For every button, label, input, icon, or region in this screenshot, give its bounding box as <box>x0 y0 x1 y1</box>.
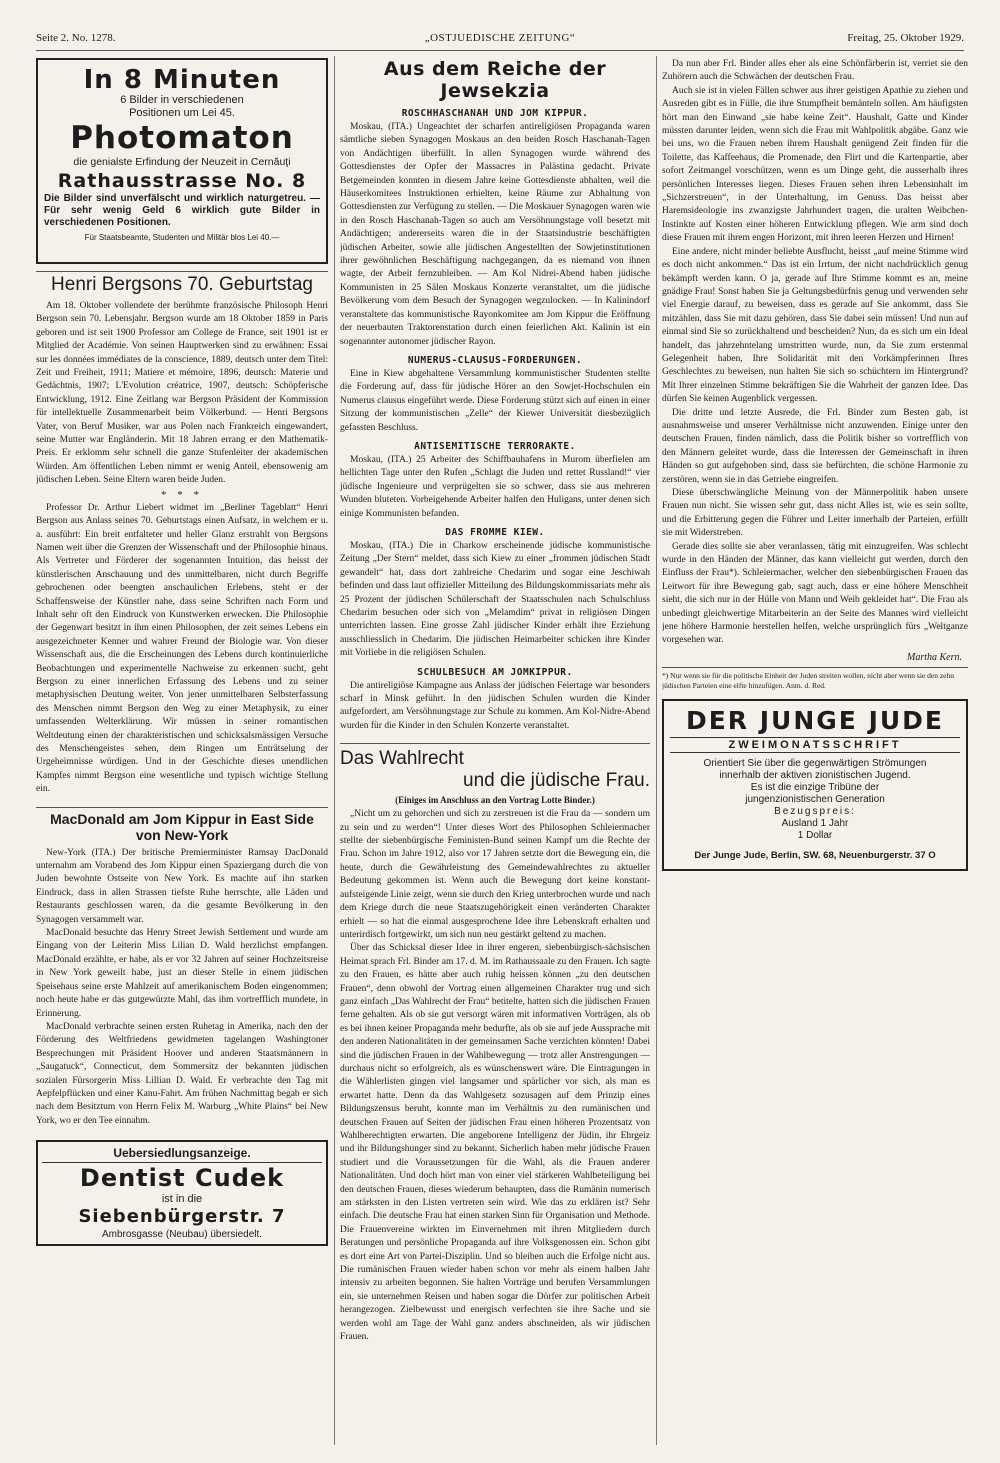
page-number: Seite 2. No. 1278. <box>36 32 116 44</box>
article-paragraph: Moskau, (ITA.) Ungeachtet der scharfen antireligiösen Propaganda waren sämtliche sieben Synagogen Moskaus an den beiden Rosch Haschanah-Tagen von Andächtigen überfüllt. In allen Synagogen wurde während des Gottesdienstes der Opfer der Massacres in Palästina gedacht. Private Betgemeinden konnten in diesem Jahre keine Gottesdienste abhalten, weil die Häuserkomitees Instruktionen erhielten, keine Räume zur Abhaltung von Gottesdiensten zur Verfügung zu stellen. — Die Moskauer Synagogen waren wie in den Rosch Haschanah-Tagen so auch am Versöhnungstage voll besetzt mit Andächtigen; andererseits waren die in der Staatsindustrie beschäftigten jüdischen Arbeiter, sowie alle jüdischen Angestellten der Sowjetinstitutionen ihrer gewöhnlichen Beschäftigung nachgegangen, da es niemand von ihnen wagte, der Arbeit fernzubleiben. — Am Kol Nidrei-Abend haben jüdische Kommunisten in 25 Sälen Moskaus Konzerte veranstaltet, um die jüdische Bevölkerung vom dem Besuch der Synagogen wegzulocken. — In Kalinindorf veranstaltete das kommunistische Rayonkomitee am Jom Kippur die Eröffnung der neuerbauten Traktorenstation durch einen feierlichen Akt. Kalinin ist ein sogenannter autonomer jüdischer Rayon. <box>340 122 650 347</box>
article-paragraph: Eine in Kiew abgehaltene Versammlung kommunistischer Studenten stellte die Forderung auf, dass für jüdische Hörer an den Sowjet-Hochschulen ein Numerus clausus eingeführt werde. Diese Forderung stützt sich auf einen in einer Sitzung der kommunistischen „Zelle“ der Kiewer Universität diesbezüglich gefassten Beschluss. <box>340 368 650 433</box>
ad-street: Siebenbürgerstr. 7 <box>78 1206 286 1228</box>
newspaper-title: „OSTJUEDISCHE ZEITUNG“ <box>424 32 576 44</box>
ad-line: Positionen um Lei 45. <box>129 107 235 119</box>
article-paragraph: Die antireligiöse Kampagne aus Anlass der jüdischen Feiertage war besonders scharf in Minsk geführt. In den jüdischen Schulen wurden die Kinder aufgefordert, am Versöhnungstage zur Schule zu kommen. Am Kol-Nidre-Abend wurden für die Kinder in den Schulen Konzerte veranstaltet. <box>340 680 650 731</box>
wahlrecht-heading <box>340 743 650 805</box>
wahlrecht-paragraph: Auch sie ist in vielen Fällen schwer aus ihrer geistigen Apathie zu ziehen und Ausreden gibt es in Fülle, die ihre Stumpfheit bemänteln sollen. Am häufigsten hört man den Einwand „sie habe keine Zeit“. Haushalt, Gatte und Kinder müssten darunter leiden, wenn sich die Frau mit Wahlpolitik abgäbe. Ganz wie bei uns, wo die Frauen neben ihrem Haushalt genügend Zeit finden für die Toilette, das Kaffeehaus, die Promenade, den Flirt und die Kartenpartie, aber sofort Zeitmangel vorschützen, wenn es um Dinge geht, die ausserhalb ihres persönlichen Interesses liegen. Dieses Frauen sehen ihren Lebensinhalt im „Sichzerstreuen“, in der Unterhaltung, im Genuss. Das heisst aber Haremsideologie ins zwanzigste Jahrhundert tragen, die uralten Weibchen-Instinkte auf Kosten einer höheren Entwicklung pflegen. Wie arm sind doch diese Frauen mit ihrem engen Horizont, mit ihren leeren Herzen und Hirnen! <box>662 85 968 244</box>
footnote: *) Nur wenn sie für die politische Einheit der Juden streiten wollen, nicht aber wenn sie den zehn jüdischen Parteien eine elfte hinzufügen. Anm. d. Red. <box>662 667 968 691</box>
column-rule <box>334 56 335 1445</box>
dentist-ad <box>36 1140 328 1246</box>
wahlrecht-paragraph: Über das Schicksal dieser Idee in ihrer engeren, siebenbürgisch-sächsischen Heimat sprach Frl. Binder am 17. d. M. im Rathaussaale zu den Frauen. Ich sagte zu den Frauen, es hätte aber auch ruhig heissen können „zu den deutschen Frauen“, denn obwohl der Vortrag einen allgemeinen Charakter trug und sich ganz einfach „Das Wahlrecht der Frau“ betitelte, hatten sich die jüdischen Frauen ferne gehalten. Als ob sie gut versorgt wären mit informativen Vorträgen, als ob es bei ihnen keiner Propaganda mehr bedurfte, als ob sie auf jede Aussprache mit den anderen Nationalitäten in der gemeinsamen Sache verzichten könnten! Dabei sind die jüdischen Frauen in der Wahlbewegung — trotz aller Anstrengungen — durchaus nicht so erfolgreich, als es wünschenswert wäre. Die Eintragungen in die Wählerlisten gingen viel langsamer und spärlicher vor sich, als man es erwartet hatte. Denn da das Wahlgesetz sozusagen auf dem Prinzip eines Bildungszensus beruht, konnte man im Verhältnis zu den rumänischen und deutschen Frauen auf Seiten der jüdischen Frau einen höheren Prozentsatz von Wahlberechtigten erwarten. Die angeborene Intelligenz der Jüdin, ihr Ehrgeiz und ihr Bildungshunger sind zu bekannt. Sicherlich haben mehr jüdische Frauen studiert und die Voraussetzungen für die Wahl, als die Frauen anderer Nationalitäten. Und doch hört man von einer viel stärkeren Wahlbeteiligung bei den deutschen Frauen, dieses wiederum behaupten, dass die Rumänin numerisch am stärksten in den Listen vertreten sein wird. Wie das zu erklären ist? Sehr einfach. Die deutsche Frau hat einen starken Sinn für Organisation und Methode. Die Frauenvereine wirkten im Einvernehmen mit ihren Mitgliedern durch Beratungen und persönliche Propaganda auf ihre Volksgenossen ein. Schon gibt es dort eine Art von Partei-Disziplin. Und so bleiben auch die Erfolge nicht aus. Die rumänischen Frauen wieder haben schon vor mehr als einem halben Jahr intensiv zu arbeiten begonnen. Sie halten Vorträge und berufen Versammlungen ein, sie unternehmen Reisen und haben sogar die Dörfer zur politischen Arbeit herangezogen. Zielbewusst und energisch verfechten sie ihre Sache und sie werden wohl am Tage der Wahl ganz anders abschneiden, als wir jüdischen Frauen. <box>340 943 650 1343</box>
bergson-paragraph: Am 18. Oktober vollendete der berühmte französische Philosoph Henri Bergson sein 70. Lebensjahr. Bergson wurde am 18 Oktober 1859 in Paris geboren und ist seit 1900 Professor am College de France, seit 1901 ist er Mitglied der Académie. Von seinen Hauptwerken sind zu erwähnen: Essai sur les données immédiates de la conscience, 1889, deutsch unter dem Titel: Zeit und Freiheit, 1911; Matiere et mémoire, 1896, deutsch: Materie und Gedächtnis, 1907; L'Evolution créatrice, 1907, deutsch: Schöpferische Entwicklung, 1912. Eine Zeitlang war Bergson Präsident der Kommission für intellektuelle Zusammenarbeit beim Völkerbund. — Henri Bergsons Vater, von Beruf Musiker, war aus Polen nach Frankreich eingewandert, seine Mutter war Engländerin. Mit 18 Jahren errang er den Mathematik-Preis. Er erklomm sehr schnell die ganze Stufenleiter der akademischen Würden. Am öffentlichen Leben nimmt er wenig Anteil, ebensowenig am jüdischen Leben. Seine Eltern waren beide Juden. <box>36 301 328 486</box>
subheading: ROSCHHASCHANAH UND JOM KIPPUR. <box>401 108 589 119</box>
wahlrecht-paragraph: Die dritte und letzte Ausrede, die Frl. Binder zum Besten gab, ist ausnahmsweise und unserer Verhältnisse nicht anzuwenden. Einige unter den deutschen Frauen, finden nämlich, dass die Politik bisher so vortrefflich von den Männern geleitet wurde, dass die Interessen der Gemeinschaft in ihren Händen so gut aufgehoben sind, dass sie befürchten, die schöne Harmonie zu zerstören, wenn sie in das Getriebe eingreifen. <box>662 407 968 485</box>
column-left <box>36 58 328 1445</box>
macdonald-paragraph: MacDonald verbrachte seinen ersten Ruhetag in Amerika, nach den der Förderung des Weltfriedens gewidmeten tagelangen Washingtoner Besprechungen mit Präsident Hoover und anderen Staatsmännern in „Saugatuck“, Connecticut, dem Sommersitz der bekannten jüdischen sozialen Fürsorgerin Miss Lillian D. Wald. Er verbrachte den Tag mit Aepfelpflücken und einer Kanu-Fahrt. Am frühen Nachmittag begab er sich nach dem Besitztum von Herrn Felix M. Warburg „White Plains“ bei New York, wo er den Tee einnahm. <box>36 1021 328 1126</box>
subheading: NUMERUS-CLAUSUS-FORDERUNGEN. <box>407 354 583 366</box>
ad-price-amount: 1 Dollar <box>797 829 833 841</box>
ad-tagline: die genialste Erfindung der Neuzeit in Cernăuţi <box>73 156 291 168</box>
article-paragraph: Moskau, (ITA.) 25 Arbeiter des Schiffbauhafens in Murom überfielen am hellichten Tage unter den Rufen „Schlagt die Juden und rettet Russland!“ vier jüdische Ingenieure und verprügelten sie so schwer, dass sie aus mehreren Wunden bluteten. Vorbeigehende Arbeiter halfen den Huligans, unter denen sich einige Kommunisten befanden. <box>340 454 650 519</box>
column-rule <box>656 56 657 1445</box>
ad-line: jungenzionistischen Generation <box>745 793 885 805</box>
ad-line: Orientiert Sie über die gegenwärtigen Strömungen <box>703 757 927 769</box>
ad-line: Es ist die einzige Tribüne der <box>750 781 880 793</box>
ad-top: Uebersiedlungsanzeige. <box>42 1146 322 1163</box>
ad-headline: In 8 Minuten <box>83 65 281 95</box>
wahlrecht-paragraph: Eine andere, nicht minder beliebte Ausflucht, heisst „auf meine Stimme wird es doch nicht ankommen.“ Das ist ein Irrtum, der nicht nachdrücklich genug bekämpft werden kann. O ja, gerade auf Ihre Stimme kommt es an, meine gnädige Frau! Sonst haben Sie ja Geltungsbedürfnis genug und verwenden sehr viel Energie darauf, zu beweisen, dass es gerade auf Sie ankommt, dass Sie mitzählen, dass Sie mit dazu gehören, dass Sie dabei sein müssen! Und nun auf einmal sind Sie so zurückhaltend und bescheiden? Nun, da es sich um ein Ideal handelt, das jahrzehntelang umstritten wurde, nun, da Sie zum erstenmal Gelegenheit haben, Ihre Solidarität mit den Vorkämpferinnen Ihres Geschlechtes zu beweisen, nun halten Sie sich so schüchtern im Hintergrund? Mit Ihrer einzelnen Stimme bekräftigen Sie die Wahrheit der ganzen Idee. Das dürfen Sie keinen Augenblick vergessen. <box>662 246 968 405</box>
bergson-title: Henri Bergsons 70. Geburtstag <box>36 271 328 296</box>
section-divider: * * * <box>161 488 203 501</box>
subheading: ANTISEMITISCHE TERRORAKTE. <box>414 440 576 452</box>
wahlrecht-title-line1: Das Wahlrecht <box>340 748 464 770</box>
subheading: DAS FROMME KIEW. <box>445 526 545 538</box>
author-signature: Martha Kern. <box>907 651 962 663</box>
ad-body: Die Bilder sind unverfälscht und wirklich naturgetreu. — Für sehr wenig Geld 6 wirklich gute Bilder in verschiedenen Positionen. <box>44 193 320 228</box>
ad-title: DER JUNGE JUDE <box>685 705 945 735</box>
issue-date: Freitag, 25. Oktober 1929. <box>847 32 964 44</box>
ad-address: Der Junge Jude, Berlin, SW. 68, Neuenburgerstr. 37 O <box>694 849 936 861</box>
wahlrecht-subtitle: (Einiges im Anschluss an den Vortrag Lotte Binder.) <box>395 795 595 806</box>
column-right <box>662 58 968 1445</box>
ad-price-label: Bezugspreis: <box>774 805 856 817</box>
page-header <box>36 30 964 51</box>
column-middle <box>340 58 650 1445</box>
photomaton-ad <box>36 58 328 264</box>
wahlrecht-paragraph: Diese überschwängliche Meinung von der Männerpolitik haben unsere Frauen nun nicht. Sie wissen sehr gut, dass nicht Alles ist, wie es sein sollte, und die Erbitterung gegen die Führer und Leiter innerhalb der Parteien, erfüllt sie mit Widerstreben. <box>662 488 968 539</box>
ad-address: Rathausstrasse No. 8 <box>57 170 307 192</box>
macdonald-paragraph: New-York (ITA.) Der britische Premierminister Ramsay DacDonald unternahm am Vorabend des Jom Kippur einen Spaziergang durch die von Juden bewohnte Ostseite von New York. Es machte auf ihn starken Eindruck, dass in allen Strassen tiefste Ruhe herrschte, alle Läden und Restaurants geschlossen waren, da die gesamte Bevölkerung in den Synagogen versammelt war. <box>36 847 328 925</box>
ad-brand: Photomaton <box>70 120 294 156</box>
wahlrecht-paragraph: Da nun aber Frl. Binder alles eher als eine Schönfärberin ist, verriet sie den Zuhörern auch die Schwächen der deutschen Frau. <box>662 59 968 83</box>
ad-line: 6 Bilder in verschiedenen <box>120 94 244 106</box>
junge-jude-ad <box>662 699 968 871</box>
wahlrecht-title-line2: und die jüdische Frau. <box>463 770 650 792</box>
article-paragraph: Moskau, (ITA.) Die in Charkow erscheinende jüdische kommunistische Zeitung „Der Stern“ meldet, dass sich Kiew zu einer „frommen jüdischen Stadt gewandelt“ hat, dass dort zahlreiche Chedarim und sogar eine Jeschiwah befinden und dass laut offizieller Mitteilung des Bildungskommissariats mehr als 25 Prozent der jüdischen Schülerschaft der Staatsschulen nach Schulschluss Chedarim besuchen oder sich von „Melamdim“ privat in religiösen Dingen unterrichten lassen. Eine grosse Zahl jüdischer Kinder erhält ihre Erziehung ausschliesslich in Chedarim. Die jüdischen Heimarbeiter schicken ihre Kinder mit Vorliebe in die religiösen Schulen. <box>340 540 650 659</box>
ad-subtitle: ZWEIMONATSSCHRIFT <box>670 737 960 753</box>
macdonald-paragraph: MacDonald besuchte das Henry Street Jewish Settlement und wurde am Eingang von der Leiterin Miss Lilian D. Wald herzlichst empfangen. MacDonald erzählte, er habe, als er vor 32 Jahren auf seiner Hochzeitsreise in New York geweilt habe, just an dieser Stelle in einem jüdischen Speisehaus seine erste Mahlzeit auf amerikanischem Boden eingenommen; noch heute habe er das gutgewürzte Mahl, das ihm vortrefflich mundete, in Erinnerung. <box>36 928 328 1019</box>
ad-bottom: Ambrosgasse (Neubau) übersiedelt. <box>101 1229 263 1241</box>
ad-footer: Für Staatsbeamte, Studenten und Militär blos Lei 40.— <box>84 233 280 242</box>
ad-price: Ausland 1 Jahr <box>781 817 849 829</box>
wahlrecht-paragraph: Gerade dies sollte sie aber veranlassen, tätig mit einzugreifen. Was schlecht wurde in den Händen der Männer, das kann vielleicht gut werden, durch den Einfluss der Frau*). Schleiermacher, welcher den siebenbürgischen Frauen das Leitwort für ihre Bewegung gab, sagt auch, dass er eine höhere Menschheit sieht, die sich nur in der Hülle von Mann und Weib gekleidet hat“. Die Frau als unbedingt gleichwertige Mitarbeiterin an der Seite des Mannes wird vielleicht jene höhere Harmonie herstellen helfen, welche ursprünglich fürs „Weltganze vorgesehen war. <box>662 541 968 646</box>
wahlrecht-paragraph: „Nicht um zu gehorchen und sich zu zerstreuen ist die Frau da — sondern um zu sein und zu werden“! Unter dieses Wort des Philosophen Schleiermacher stellte der siebenbürgische Feministen-Bund seinen Kampf um die Rechte der Frau. Schon im Jahre 1912, also vor 17 Jahren setzte dort die Bewegung ein, die heute, durch die Gewährleistung des Gemeindewahlrechtes zu aktueller Bedeutung gekommen ist. Wenn auch die Bewegung dort keine konstant-aufsteigende Linie zeigt, wenn sie durch den Krieg unterbrochen wurde und nach dem Kriege durch die neue Staatszugehörigkeit einen veränderten Charakter erhielt — so hat die einmal ausgesprochene Idee ihre Lebenskraft erhalten und unterirdisch fortgewirkt, um sich nun neu gestärkt geltend zu machen. <box>340 809 650 940</box>
ad-line: innerhalb der aktiven zionistischen Jugend. <box>719 769 911 781</box>
bergson-paragraph: Professor Dr. Arthur Liebert widmet im „Berliner Tageblatt“ Henri Bergson aus Anlass seines 70. Geburtstags einen Aufsatz, in welchem er u. a. ausführt: Ein breit entfalteter und heller Glanz erstrahlt von Bergsons Namen weit über die Grenzen der Wissenschaft und der Philosophie hinaus. Als Vertreter und Förderer der sogenannten Intuition, das heisst der künstlerischen Anschauung und des unmittelbaren, nicht durch Begriffe gebrochenen oder beengten anschaulichen Erlebens, steht er der Schaffensweise der Künstler nahe, dass seine Schriften nach Form und Inhalt sehr oft den Eindruck von Kunstwerken erwecken. Die Philosophie der Gegenwart besitzt in ihm einen Philosophen, der zeit seines Lebens ein ausgezeichneter Kenner und wahrer Freund der Biologie war. Von dieser Wissenschaft aus, die die Erscheinungen des Lebens durch kontinuierliche Beobachtungen und experimentelle Nachweise zu erkennen sucht, geht Bergson zu einer innerlichen Erfassung des Lebens und zu seiner metaphysischen Deutung weiter. Von jener unmittelbaren Selbsterfassung des Menschen nimmt Bergson den Weg zu einer Metaphysik, zu einer umfassenden Welterklärung. Wir müssen in seiner romantischen Weltdeutung einen der charakteristischen und schicksalsmässigen Versuche des Menschengeistes sehen, dem Ringen um Enträtselung der Urgeheimnisse würdigen. Und in der Geschichte dieses unendlichen Kampfes nimmt Bergson eine wesentliche und typisch wichtige Stellung ein. <box>36 502 328 795</box>
ad-mid: ist in die <box>161 1193 203 1206</box>
macdonald-title: MacDonald am Jom Kippur in East Side von New-York <box>36 807 328 843</box>
ad-name: Dentist Cudek <box>79 1164 285 1193</box>
jewsekzia-title: Aus dem Reiche der Jewsekzia <box>383 58 607 102</box>
subheading: SCHULBESUCH AM JOMKIPPUR. <box>417 666 573 678</box>
